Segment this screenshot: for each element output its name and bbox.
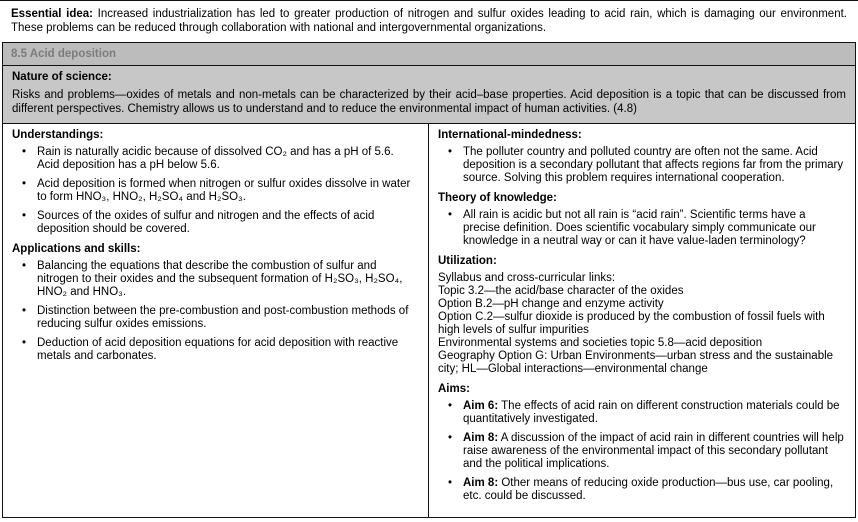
two-column-body xyxy=(3,124,855,517)
utilization-line: Geography Option G: Urban Environments—urban stress and the sustainable city; HL—Global interactions—environmental change xyxy=(438,350,834,375)
aim-item-text xyxy=(463,400,855,426)
aim-label: Aim 6: xyxy=(463,400,499,412)
international-mindedness-item xyxy=(429,146,855,185)
utilization-line: Environmental systems and societies topic 5.8—acid deposition xyxy=(438,337,763,349)
utilization-line: Syllabus and cross-curricular links: xyxy=(438,272,616,284)
utilization-line: Topic 3.2—the acid/base character of the oxides xyxy=(438,285,684,297)
aim-label: Aim 8: xyxy=(463,477,499,489)
left-column xyxy=(3,124,429,517)
understanding-item-text: Acid deposition is formed when nitrogen or sulfur oxides dissolve in water to form HNO₃, HNO₂, H₂SO₄ and H₂SO₃. xyxy=(37,178,411,203)
understanding-item xyxy=(3,178,428,204)
understanding-item-text: Sources of the oxides of sulfur and nitrogen and the effects of acid deposition should be covered. xyxy=(37,210,375,235)
aim-item xyxy=(429,400,855,426)
application-skill-item-text: Distinction between the pre-combustion and post-combustion methods of reducing sulfur oxides emissions. xyxy=(37,305,409,330)
bullet-marker xyxy=(3,305,37,331)
topic-table xyxy=(2,42,856,518)
application-skill-item-text: Deduction of acid deposition equations for acid deposition with reactive metals and carbonates. xyxy=(37,337,399,362)
bullet-marker xyxy=(429,477,463,503)
bullet-marker xyxy=(3,260,37,299)
aim-item xyxy=(429,432,855,471)
international-mindedness-item-text: The polluter country and polluted country are often not the same. Acid deposition is a secondary pollutant that affects regions far from the primary source. Solving this problem requires international cooperation. xyxy=(463,146,844,184)
bullet-marker xyxy=(429,400,463,426)
aim-label: Aim 8: xyxy=(463,432,499,444)
bullet-marker xyxy=(429,432,463,471)
application-skill-item-text: Balancing the equations that describe the combustion of sulfur and nitrogen to their oxides and the subsequent formation of H₂SO₃, H₂SO₄, HNO₂ and HNO₃. xyxy=(37,260,403,298)
international-mindedness-heading: International-mindedness: xyxy=(438,129,582,141)
aim-text: Other means of reducing oxide production—bus use, car pooling, etc. could be discussed. xyxy=(463,477,834,502)
utilization-line: Option B.2—pH change and enzyme activity xyxy=(438,298,664,310)
utilization-line: Option C.2—sulfur dioxide is produced by the combustion of fossil fuels with high levels of sulfur impurities xyxy=(438,311,825,336)
utilization-heading: Utilization: xyxy=(438,255,497,267)
bullet-marker xyxy=(3,146,37,172)
application-skill-item xyxy=(3,305,428,331)
theory-of-knowledge-item-text: All rain is acidic but not all rain is “acid rain”. Scientific terms have a precise definition. Does scientific vocabulary simply communicate our knowledge in a neutral way or can it have value-laden terminology? xyxy=(463,209,816,247)
application-skill-item xyxy=(3,260,428,299)
bullet-marker xyxy=(3,210,37,236)
theory-of-knowledge-heading: Theory of knowledge: xyxy=(438,192,557,204)
aim-item-text xyxy=(463,432,855,471)
essential-idea-text: Increased industrialization has led to greater production of nitrogen and sulfur oxides leading to acid rain, which is damaging our environment. These problems can be reduced through collaboration with national and intergovernmental organizations. xyxy=(11,8,847,34)
essential-idea-label: Essential idea: xyxy=(11,8,93,20)
aim-item xyxy=(429,477,855,503)
topic-title: 8.5 Acid deposition xyxy=(11,48,117,60)
bullet-marker xyxy=(3,178,37,204)
understanding-item xyxy=(3,146,428,172)
understanding-item-text: Rain is naturally acidic because of dissolved CO₂ and has a pH of 5.6. Acid deposition has a pH below 5.6. xyxy=(37,146,394,171)
aims-heading: Aims: xyxy=(438,383,470,395)
application-skill-item xyxy=(3,337,428,363)
nature-of-science-heading: Nature of science: xyxy=(12,71,112,83)
understandings-heading: Understandings: xyxy=(12,129,104,141)
bullet-marker xyxy=(429,209,463,248)
nature-of-science-text: Risks and problems—oxides of metals and non-metals can be characterized by their acid–base properties. Acid deposition is a topic that can be discussed from different perspectives. Chemistry allows us to understand and to reduce the environmental impact of human activities. (4.8) xyxy=(12,89,846,115)
aim-item-text xyxy=(463,477,855,503)
aim-text: A discussion of the impact of acid rain in different countries will help raise awareness of the environmental impact of this secondary pollutant and the political implications. xyxy=(463,432,844,470)
nature-of-science-section xyxy=(3,66,855,124)
aim-text: The effects of acid rain on different construction materials could be quantitatively investigated. xyxy=(463,400,840,425)
essential-idea xyxy=(0,1,858,42)
theory-of-knowledge-item xyxy=(429,209,855,248)
understanding-item xyxy=(3,210,428,236)
applications-and-skills-heading: Applications and skills: xyxy=(12,243,141,255)
bullet-marker xyxy=(429,146,463,185)
right-column xyxy=(429,124,855,517)
topic-header-bar xyxy=(3,43,855,66)
bullet-marker xyxy=(3,337,37,363)
